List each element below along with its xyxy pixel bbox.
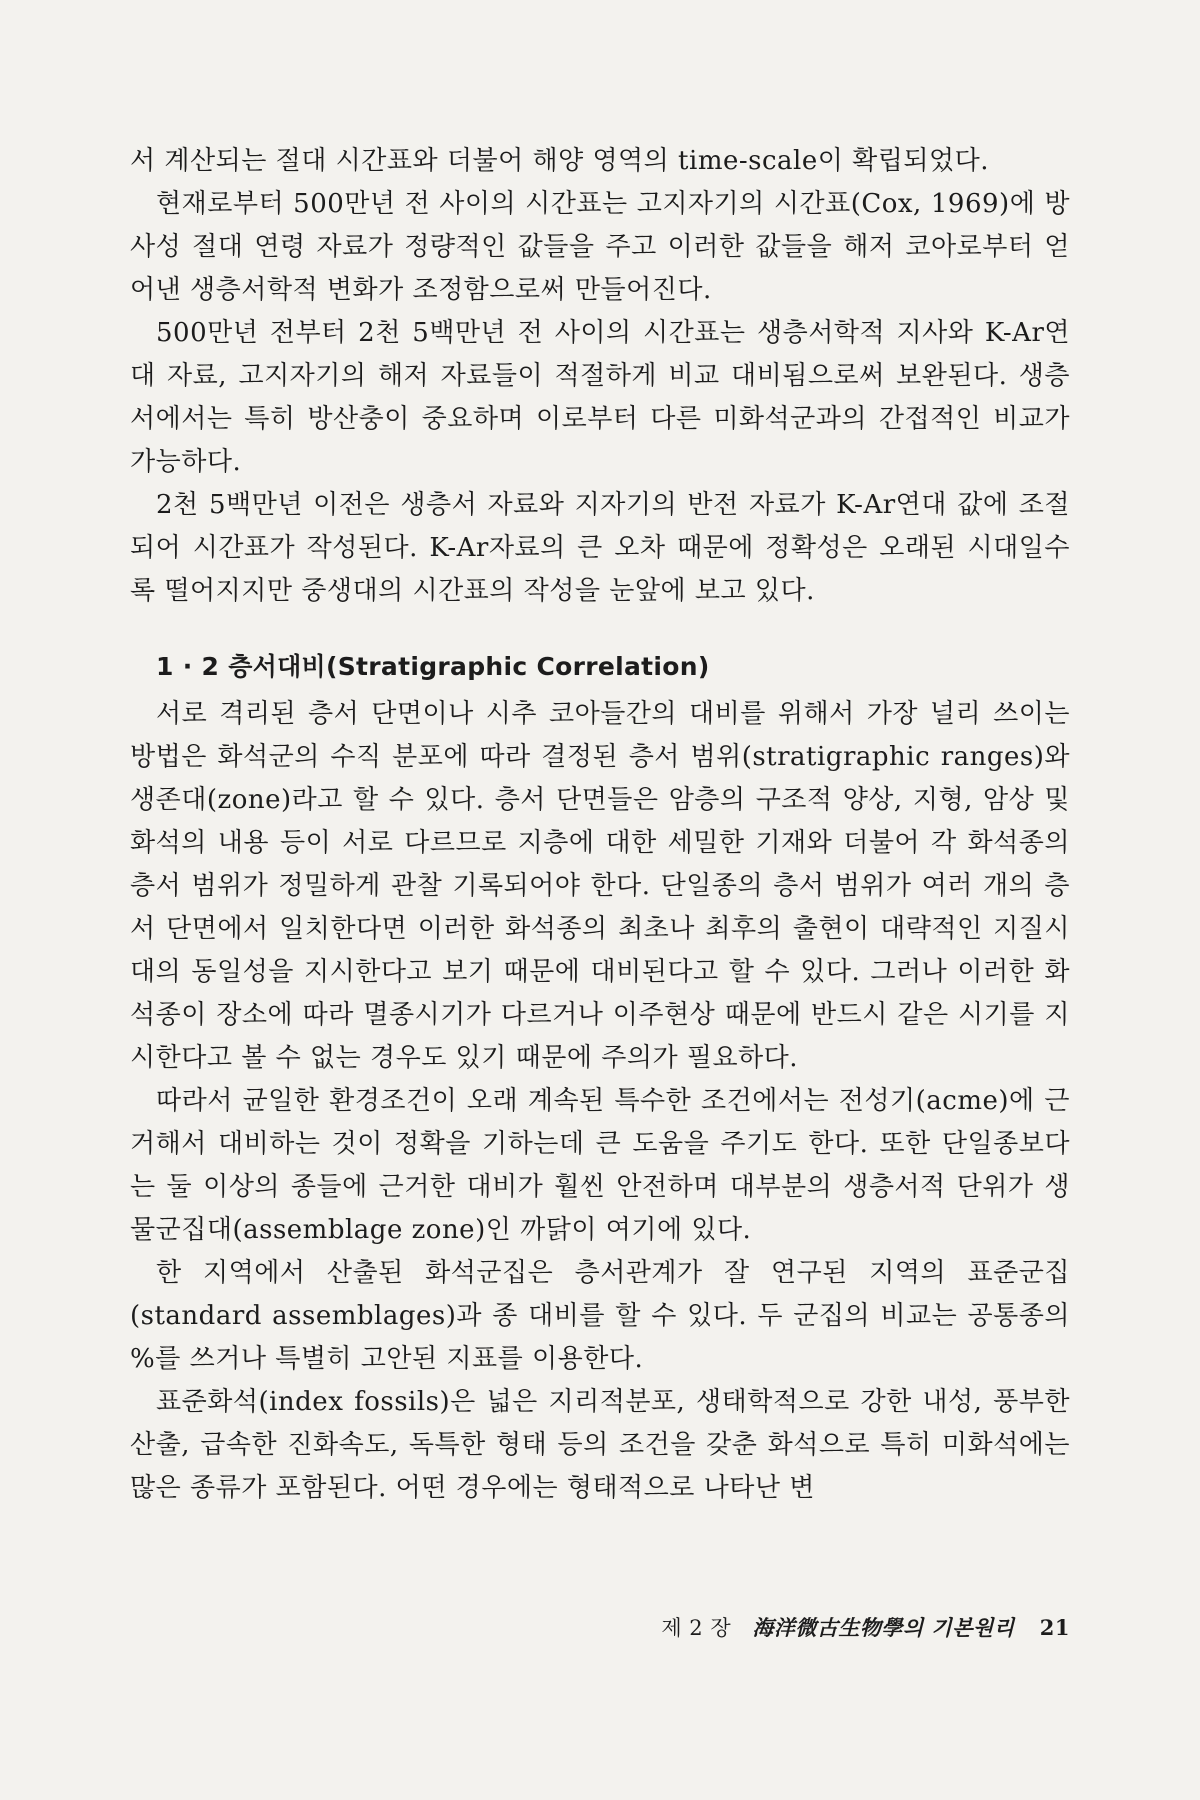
paragraph-timescale-pre-25ma: 2천 5백만년 이전은 생층서 자료와 지자기의 반전 자료가 K-Ar연대 값에 조절되어 시간표가 작성된다. K-Ar자료의 큰 오차 때문에 정확성은 오래된 시대일수록 떨어지지만 중생대의 시간표의 작성을 눈앞에 보고 있다. [130, 490, 1070, 606]
page-footer [588, 1612, 1070, 1642]
paragraph-stratigraphic-ranges: 서로 격리된 층서 단면이나 시추 코아들간의 대비를 위해서 가장 널리 쓰이는 방법은 화석군의 수직 분포에 따라 결정된 층서 범위(stratigraphic ranges)와 생존대(zone)라고 할 수 있다. 층서 단면들은 암층의 구조적 양상, 지형, 암상 및 화석의 내용 등이 서로 다르므로 지층에 대한 세밀한 기재와 더불어 각 화석종의 층서 범위가 정밀하게 관찰 기록되어야 한다. 단일종의 층서 범위가 여러 개의 층서 단면에서 일치한다면 이러한 화석종의 최초나 최후의 출현이 대략적인 지질시대의 동일성을 지시한다고 보기 때문에 대비된다고 할 수 있다. 그러나 이러한 화석종이 장소에 따라 멸종시기가 다르거나 이주현상 때문에 반드시 같은 시기를 지시한다고 볼 수 없는 경우도 있기 때문에 주의가 필요하다. [130, 699, 1070, 1073]
paragraph-timescale-5ma: 현재로부터 500만년 전 사이의 시간표는 고지자기의 시간표(Cox, 1969)에 방사성 절대 연령 자료가 정량적인 값들을 주고 이러한 값들을 해저 코아로부터 얻어낸 생층서학적 변화가 조정함으로써 만들어진다. [130, 189, 1070, 305]
page-body [130, 140, 1070, 1510]
page-number: 21 [1039, 1615, 1070, 1640]
section-heading: 1 · 2 층서대비(Stratigraphic Correlation) [156, 652, 710, 681]
footer-chapter: 제 2 장 [661, 1616, 732, 1640]
paragraph-standard-assemblages: 한 지역에서 산출된 화석군집은 층서관계가 잘 연구된 지역의 표준군집(standard assemblages)과 종 대비를 할 수 있다. 두 군집의 비교는 공통종의 %를 쓰거나 특별히 고안된 지표를 이용한다. [130, 1258, 1070, 1374]
paragraph-continuation: 서 계산되는 절대 시간표와 더불어 해양 영역의 time-scale이 확립되었다. [130, 146, 989, 176]
paragraph-index-fossils: 표준화석(index fossils)은 넓은 지리적분포, 생태학적으로 강한 내성, 풍부한 산출, 급속한 진화속도, 독특한 형태 등의 조건을 갖춘 화석으로 특히 미화석에는 많은 종류가 포함된다. 어떤 경우에는 형태적으로 나타난 변 [130, 1387, 1070, 1503]
paragraph-timescale-25ma: 500만년 전부터 2천 5백만년 전 사이의 시간표는 생층서학적 지사와 K-Ar연대 자료, 고지자기의 해저 자료들이 적절하게 비교 대비됨으로써 보완된다. 생층서에서는 특히 방산충이 중요하며 이로부터 다른 미화석군과의 간접적인 비교가 가능하다. [130, 318, 1070, 477]
footer-title: 海洋微古生物學의 기본원리 [752, 1615, 1015, 1640]
paragraph-acme-zone: 따라서 균일한 환경조건이 오래 계속된 특수한 조건에서는 전성기(acme)에 근거해서 대비하는 것이 정확을 기하는데 큰 도움을 주기도 한다. 또한 단일종보다는 둘 이상의 종들에 근거한 대비가 훨씬 안전하며 대부분의 생층서적 단위가 생물군집대(assemblage zone)인 까닭이 여기에 있다. [130, 1086, 1070, 1245]
